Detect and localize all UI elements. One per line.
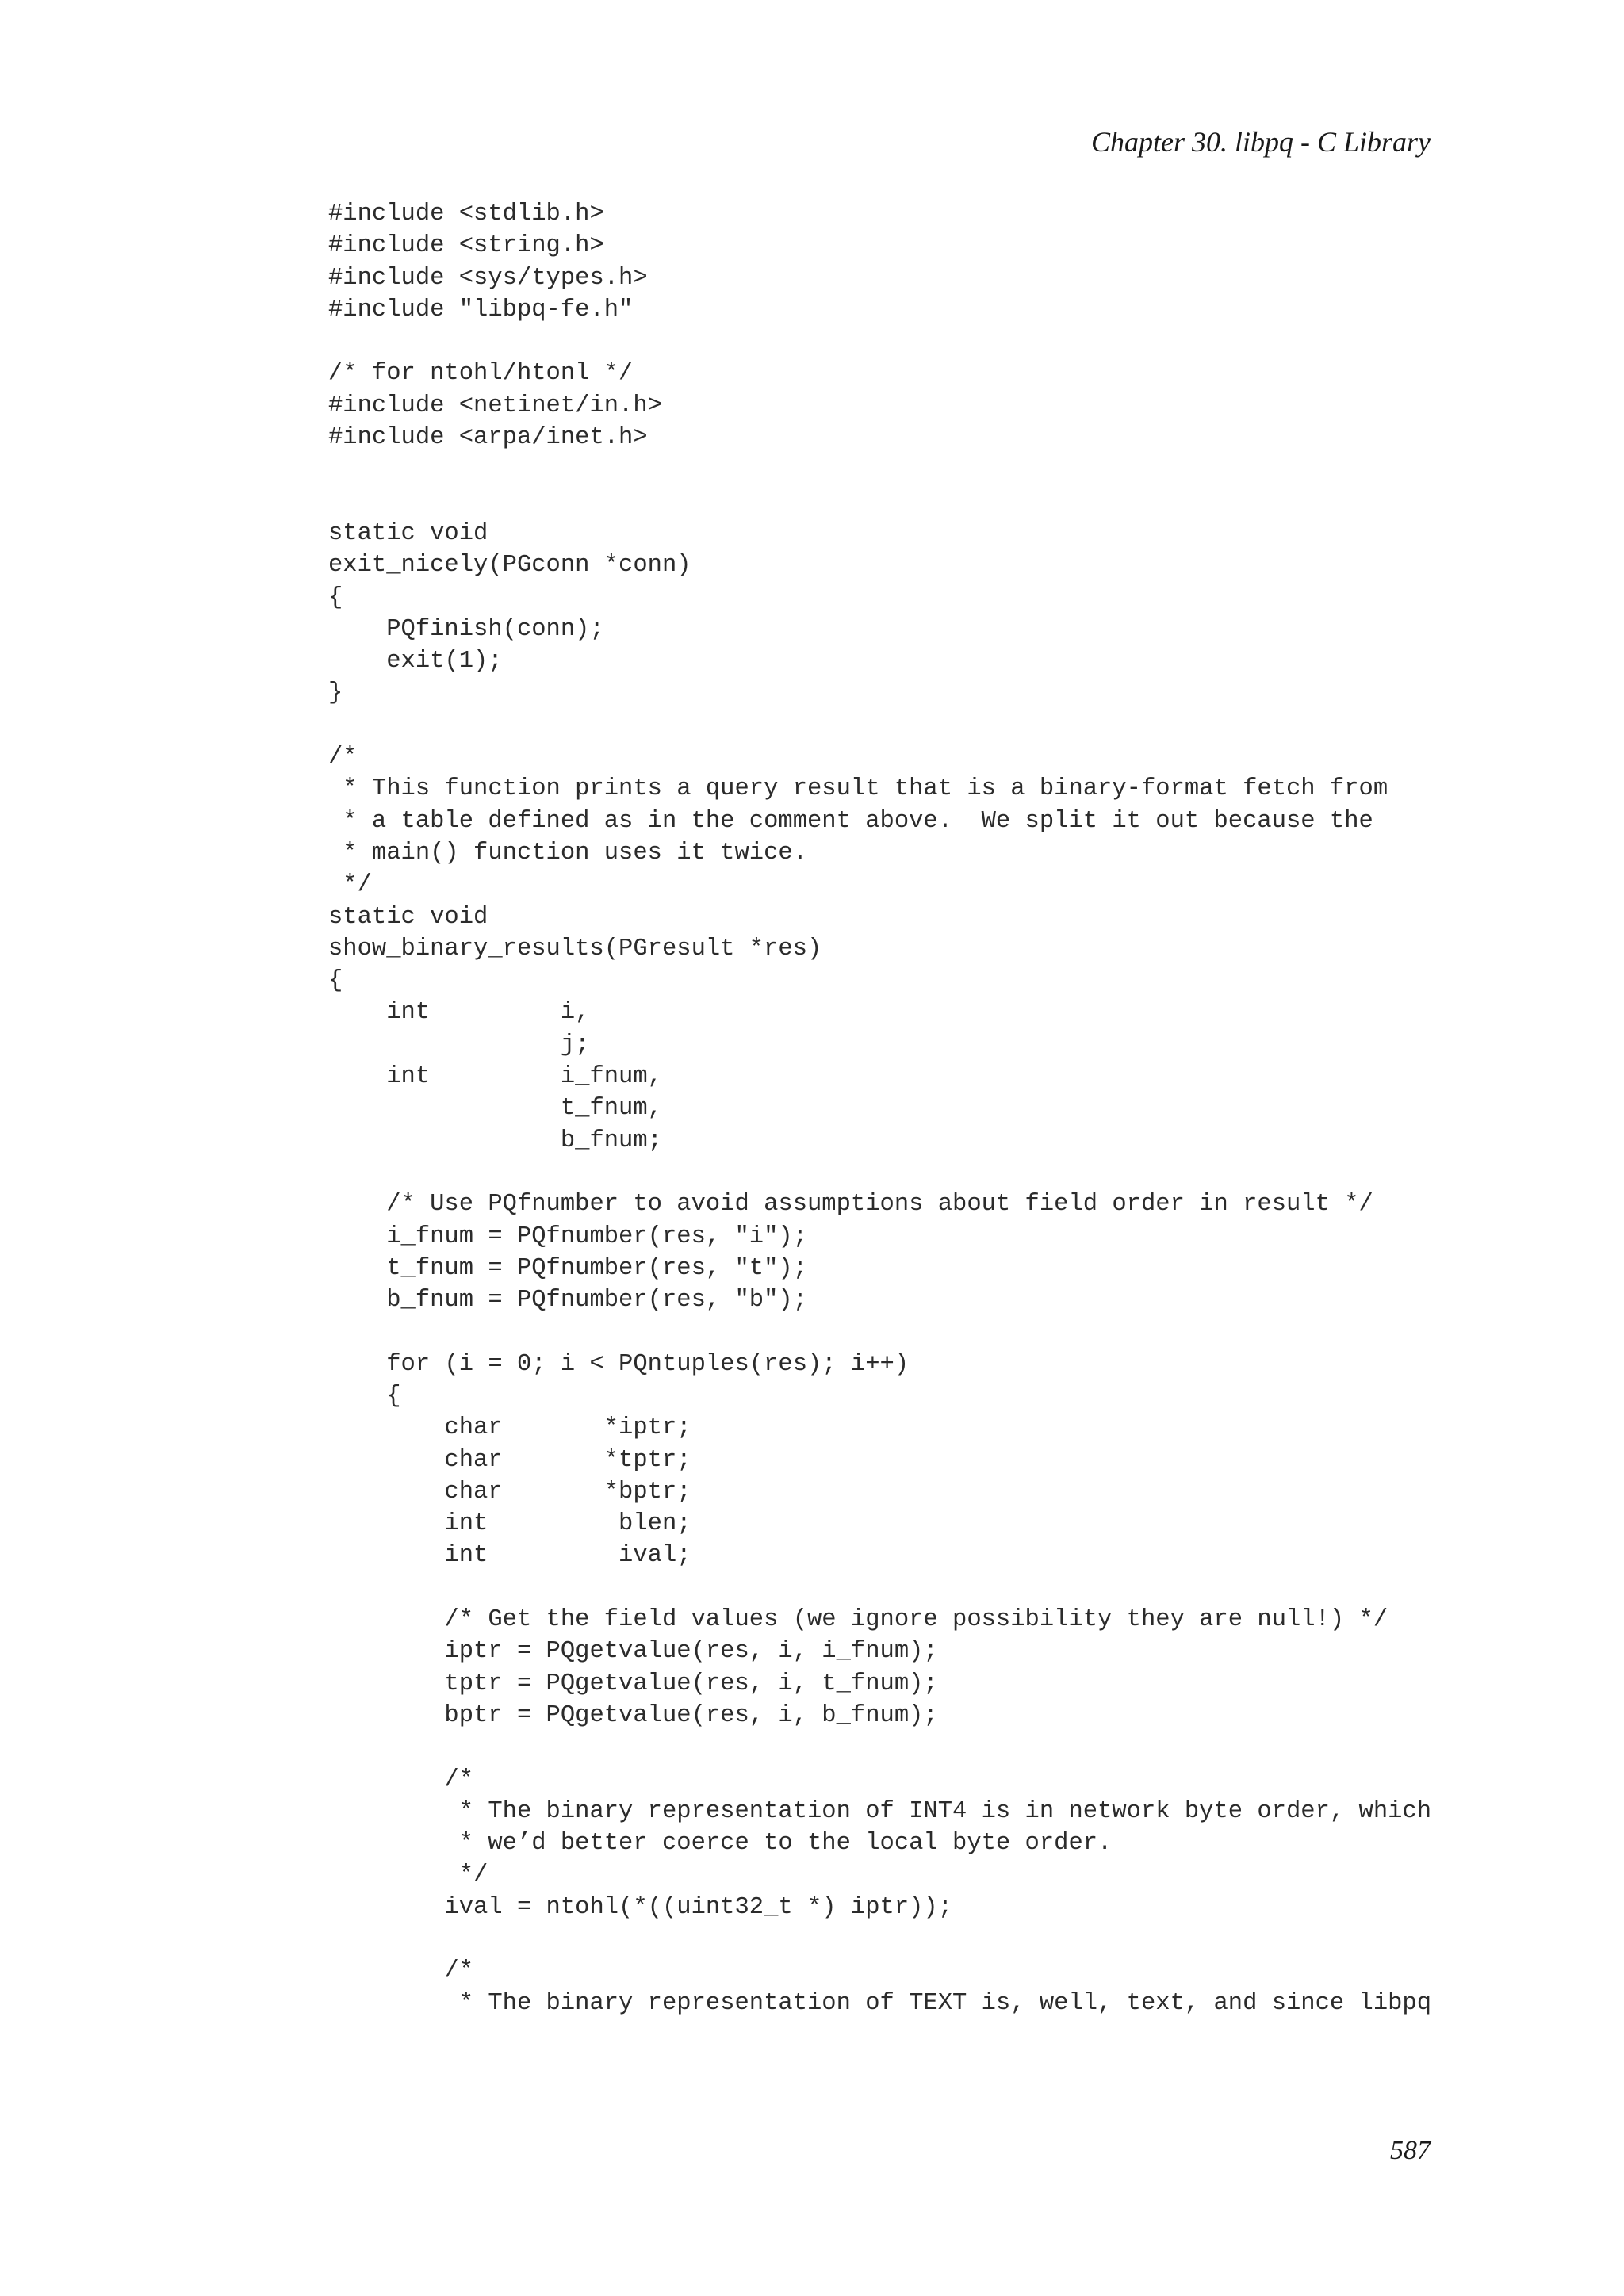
code-line: * The binary representation of TEXT is, well, text, and since libpq xyxy=(328,1989,1432,2017)
code-line xyxy=(328,1923,1431,1955)
code-line xyxy=(328,326,1431,358)
code-line: #include <string.h> xyxy=(328,232,604,260)
code-line: b_fnum = PQfnumber(res, "b"); xyxy=(328,1287,807,1314)
code-line: */ xyxy=(328,871,372,899)
code-listing xyxy=(328,198,1431,2019)
code-line: static void xyxy=(328,519,488,547)
code-line xyxy=(328,1316,1431,1348)
code-line: char *iptr; xyxy=(328,1414,691,1442)
chapter-header: Chapter 30. libpq - C Library xyxy=(1090,126,1431,158)
code-line: /* Use PQfnumber to avoid assumptions about field order in result */ xyxy=(328,1191,1373,1219)
code-line xyxy=(328,1157,1431,1188)
code-line: int ival; xyxy=(328,1542,691,1570)
code-line xyxy=(328,453,1431,485)
code-line: #include <sys/types.h> xyxy=(328,264,648,292)
code-line: * a table defined as in the comment above. We split it out because the xyxy=(328,807,1373,835)
code-line: { xyxy=(328,584,343,611)
code-line: bptr = PQgetvalue(res, i, b_fnum); xyxy=(328,1701,938,1729)
code-line: #include <stdlib.h> xyxy=(328,201,604,228)
code-line: #include <netinet/in.h> xyxy=(328,392,662,419)
code-line: t_fnum = PQfnumber(res, "t"); xyxy=(328,1254,807,1282)
code-line: */ xyxy=(328,1862,488,1889)
code-line xyxy=(328,1732,1431,1763)
code-line: t_fnum, xyxy=(328,1095,662,1123)
code-line: tptr = PQgetvalue(res, i, t_fnum); xyxy=(328,1670,938,1697)
code-line: /* xyxy=(328,1957,474,1985)
code-line: j; xyxy=(328,1031,590,1058)
code-line xyxy=(328,486,1431,518)
code-line: * The binary representation of INT4 is in network byte order, which xyxy=(328,1797,1432,1825)
code-line: exit(1); xyxy=(328,648,503,675)
code-line: /* xyxy=(328,1766,474,1793)
code-line: } xyxy=(328,679,343,707)
code-line: /* xyxy=(328,744,358,771)
code-line: iptr = PQgetvalue(res, i, i_fnum); xyxy=(328,1638,938,1666)
code-line: int i, xyxy=(328,999,590,1027)
code-line: show_binary_results(PGresult *res) xyxy=(328,935,822,962)
code-line: exit_nicely(PGconn *conn) xyxy=(328,552,691,580)
code-line: * main() function uses it twice. xyxy=(328,839,807,867)
code-line: for (i = 0; i < PQntuples(res); i++) xyxy=(328,1350,910,1378)
code-line: i_fnum = PQfnumber(res, "i"); xyxy=(328,1223,807,1250)
code-line: ival = ntohl(*((uint32_t *) iptr)); xyxy=(328,1893,953,1921)
page-number: 587 xyxy=(1390,2136,1431,2165)
code-line: /* for ntohl/htonl */ xyxy=(328,360,634,388)
code-line: * This function prints a query result that is a binary-format fetch from xyxy=(328,775,1388,803)
code-line: { xyxy=(328,1382,401,1410)
code-line: #include <arpa/inet.h> xyxy=(328,424,648,452)
code-line: #include "libpq-fe.h" xyxy=(328,296,634,323)
code-line: { xyxy=(328,967,343,995)
code-line xyxy=(328,710,1431,741)
code-line: static void xyxy=(328,903,488,931)
code-line: int i_fnum, xyxy=(328,1063,662,1091)
code-line: char *tptr; xyxy=(328,1446,691,1474)
code-line xyxy=(328,1572,1431,1604)
code-line: /* Get the field values (we ignore possibility they are null!) */ xyxy=(328,1606,1388,1634)
code-line: b_fnum; xyxy=(328,1127,662,1154)
code-line: * we’d better coerce to the local byte order. xyxy=(328,1830,1113,1858)
code-line: int blen; xyxy=(328,1510,691,1538)
code-line: PQfinish(conn); xyxy=(328,615,604,643)
code-line: char *bptr; xyxy=(328,1478,691,1506)
